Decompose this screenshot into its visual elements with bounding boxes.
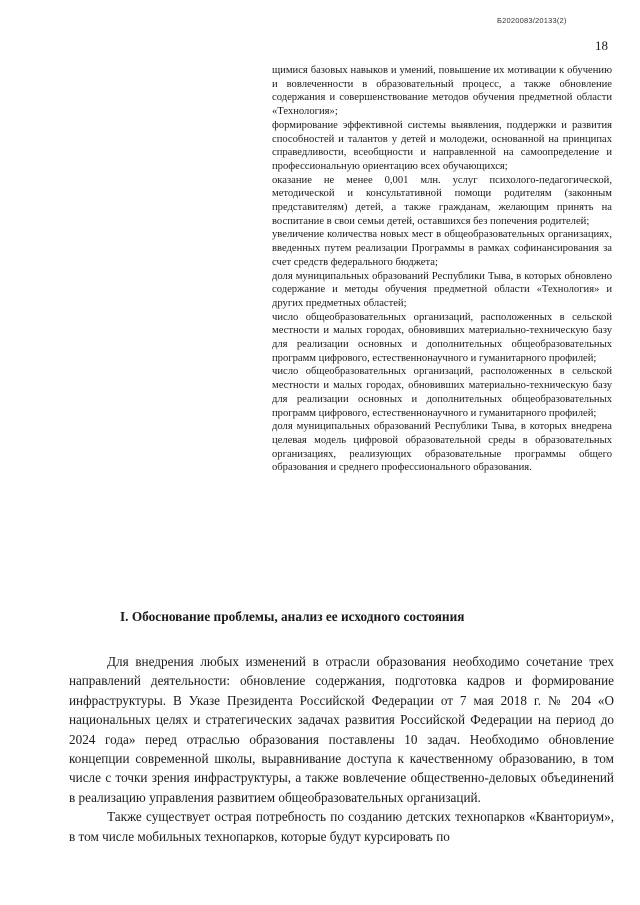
list-item: оказание не менее 0,001 млн. услуг психолого-педагогической, методической и консультативной помощи родителям (законным представителям) детей, а также гражданам, желающим принять на воспитание в свои семьи детей, оставшихся без попечения родителей; [272,174,612,227]
page-number: 18 [595,38,608,53]
document-id: Б2020083/20133(2) [497,16,567,25]
list-item: доля муниципальных образований Республики Тыва, в которых обновлено содержание и методы обучения предметной области «Технология» и других предметных областей; [272,270,612,309]
paragraph: Для внедрения любых изменений в отрасли образования необходимо сочетание трех направлений деятельности: обновление содержания, подготовка кадров и формирование инфраструктуры. В Указе Президента Российской Федерации от 7 мая 2018 г. № 204 «О национальных целях и стратегических задачах развития Российской Федерации на период до 2024 года» перед отраслью образования поставлены 10 задач. Необходимо обновление концепции современной школы, выравнивание доступа к качественному образованию, в том числе с точки зрения инфраструктуры, а также вовлечение общественно-деловых объединений в реализацию управления развитием общеобразовательных организаций. [69,654,614,805]
list-item: щимися базовых навыков и умений, повышение их мотивации к обучению и вовлеченности в образовательный процесс, а также обновление содержания и совершенствование методов обучения предметной области «Технология»; [272,65,612,118]
list-item: увеличение количества новых мест в общеобразовательных организациях, введенных путем реализации Программы в рамках софинансирования за счет средств федерального бюджета; [272,229,612,268]
list-item: число общеобразовательных организаций, расположенных в сельской местности и малых городах, обновивших материально-техническую базу для реализации основных и дополнительных общеобразовательных программ цифрового, естественнонаучного и гуманитарного профилей; [272,311,612,364]
indicator-list [272,64,612,475]
list-item: формирование эффективной системы выявления, поддержки и развития способностей и талантов у детей и молодежи, основанной на принципах справедливости, всеобщности и направленной на самоопределение и профессиональную ориентацию всех обучающихся; [272,119,612,172]
list-item: доля муниципальных образований Республики Тыва, в которых внедрена целевая модель цифровой образовательной среды в образовательных организациях, реализующих образовательные программы общего образования и среднего профессионального образования. [272,421,612,474]
list-item: число общеобразовательных организаций, расположенных в сельской местности и малых городах, обновивших материально-техническую базу для реализации основных и дополнительных общеобразовательных программ цифрового, естественнонаучного и гуманитарного профилей; [272,366,612,419]
body-text [69,652,614,846]
section-heading: I. Обоснование проблемы, анализ ее исходного состояния [120,609,465,624]
paragraph: Также существует острая потребность по созданию детских технопарков «Кванториум», в том числе мобильных технопарков, которые будут курсировать по [69,809,614,844]
